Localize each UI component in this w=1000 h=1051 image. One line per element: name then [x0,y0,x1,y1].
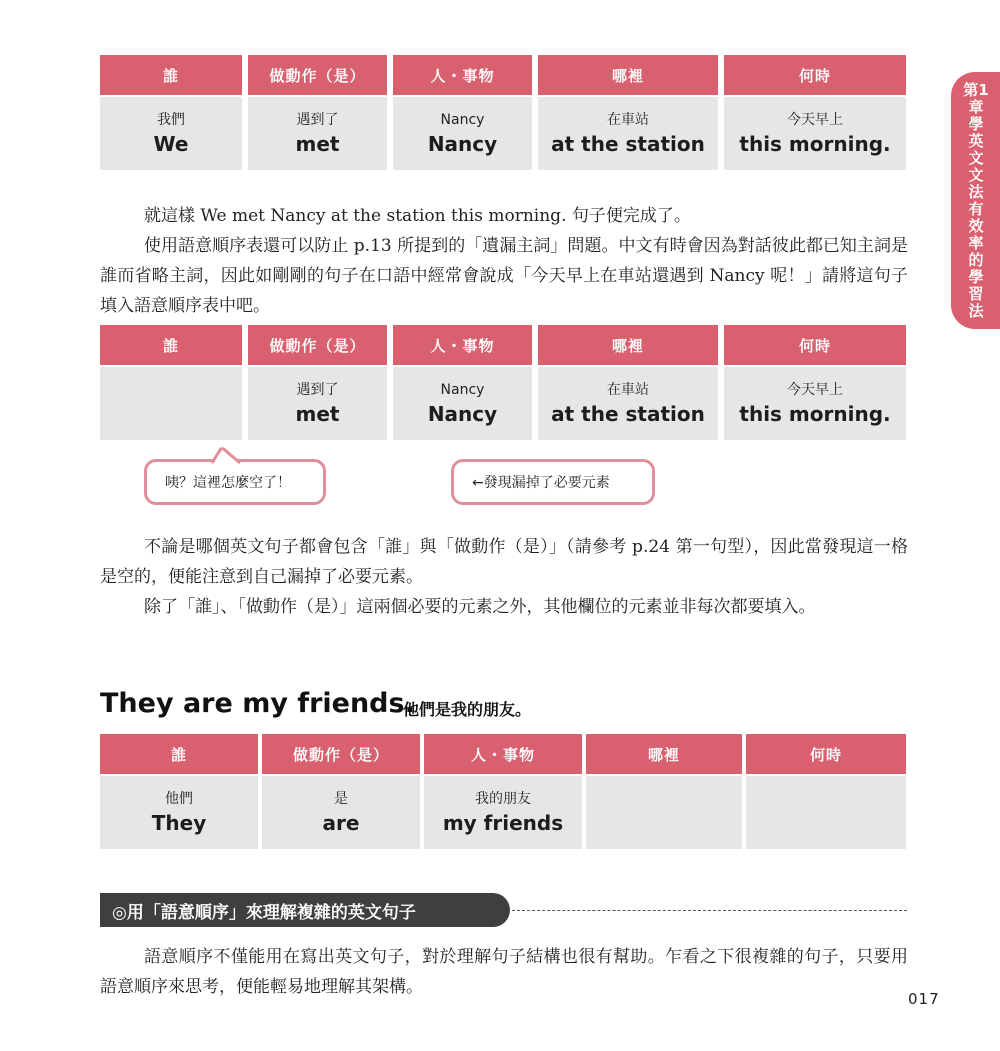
cell-en: We [153,131,189,156]
speech-bubble-empty [144,459,326,505]
word-order-table-3 [100,734,906,849]
cell-who [100,97,242,170]
cell-when-empty [746,776,906,849]
section-heading-text: ◎用「語意順序」來理解複雜的英文句子 [112,902,416,923]
header-what: 人・事物 [424,734,582,774]
paragraph-missing-subject: 使用語意順序表還可以防止 p.13 所提到的「遺漏主詞」問題。中文有時會因為對話彼此都已知主詞是誰而省略主詞，因此如剛剛的句子在口語中經常會說成「今天早上在車站還遇到 Nancy 呢！」請將這句子填入語意順序表中吧。 [100,236,908,316]
example-sentence: They are my friends. [100,688,415,719]
paragraph-understanding: 語意順序不僅能用在寫出英文句子，對於理解句子結構也很有幫助。乍看之下很複雜的句子，只要用語意順序來思考，便能輕易地理解其架構。 [100,947,908,997]
header-what: 人・事物 [393,55,532,95]
cell-zh: 今天早上 [787,381,843,398]
cell-zh: 我的朋友 [475,790,531,807]
cell-zh: Nancy [440,381,485,398]
header-action: 做動作（是） [248,55,387,95]
cell-who [100,776,258,849]
header-where: 哪裡 [538,55,718,95]
cell-en: this morning. [739,401,891,426]
cell-zh: 是 [334,790,348,807]
cell-en: are [322,810,360,835]
cell-zh: 他們 [165,790,193,807]
cell-action [248,97,387,170]
cell-zh: 在車站 [607,111,649,128]
cell-action [248,367,387,440]
cell-en: my friends [442,810,564,835]
cell-en: at the station [551,401,705,426]
cell-en: met [295,131,340,156]
cell-action [262,776,420,849]
cell-en: Nancy [427,401,498,426]
header-what: 人・事物 [393,325,532,365]
speech-bubble-missing [451,459,655,505]
header-who: 誰 [100,55,242,95]
cell-when [724,367,906,440]
speech-bubble-text: ←發現漏掉了必要元素 [472,475,610,491]
section-divider [512,910,907,911]
cell-where-empty [586,776,742,849]
header-action: 做動作（是） [248,325,387,365]
cell-en: this morning. [739,131,891,156]
cell-en: met [295,401,340,426]
cell-en: at the station [551,131,705,156]
cell-when [724,97,906,170]
header-where: 哪裡 [586,734,742,774]
cell-what [393,367,532,440]
header-action: 做動作（是） [262,734,420,774]
cell-zh: 我們 [157,111,185,128]
header-when: 何時 [746,734,906,774]
page-number: 017 [908,990,940,1008]
cell-who-empty [100,367,242,440]
header-where: 哪裡 [538,325,718,365]
cell-zh: 在車站 [607,381,649,398]
cell-en: They [151,810,207,835]
paragraph-optional-elements: 除了「誰」、「做動作（是）」這兩個必要的元素之外，其他欄位的元素並非每次都要填入。 [144,597,816,617]
section-heading [100,893,510,927]
speech-bubble-tail [210,447,244,465]
cell-zh: 今天早上 [787,111,843,128]
cell-zh: 遇到了 [296,111,339,128]
header-who: 誰 [100,325,242,365]
header-when: 何時 [724,325,906,365]
cell-zh: 遇到了 [296,381,339,398]
header-when: 何時 [724,55,906,95]
paragraph-required-elements: 不論是哪個英文句子都會包含「誰」與「做動作（是）」（請參考 p.24 第一句型），因此當發現這一格是空的，便能注意到自己漏掉了必要元素。 [100,537,908,587]
chapter-side-tab-text: 第1章 學英文文法有效率的學習法 [963,81,989,320]
cell-what [424,776,582,849]
speech-bubble-text: 咦？這裡怎麼空了！ [165,475,291,491]
cell-where [538,367,718,440]
cell-en: Nancy [427,131,498,156]
header-who: 誰 [100,734,258,774]
cell-what [393,97,532,170]
cell-where [538,97,718,170]
word-order-table-1 [100,55,906,170]
paragraph-sentence-complete: 就這樣 We met Nancy at the station this morning. 句子便完成了。 [144,206,691,226]
cell-zh: Nancy [440,111,485,128]
word-order-table-2 [100,325,906,440]
example-translation: 他們是我的朋友。 [403,700,532,719]
